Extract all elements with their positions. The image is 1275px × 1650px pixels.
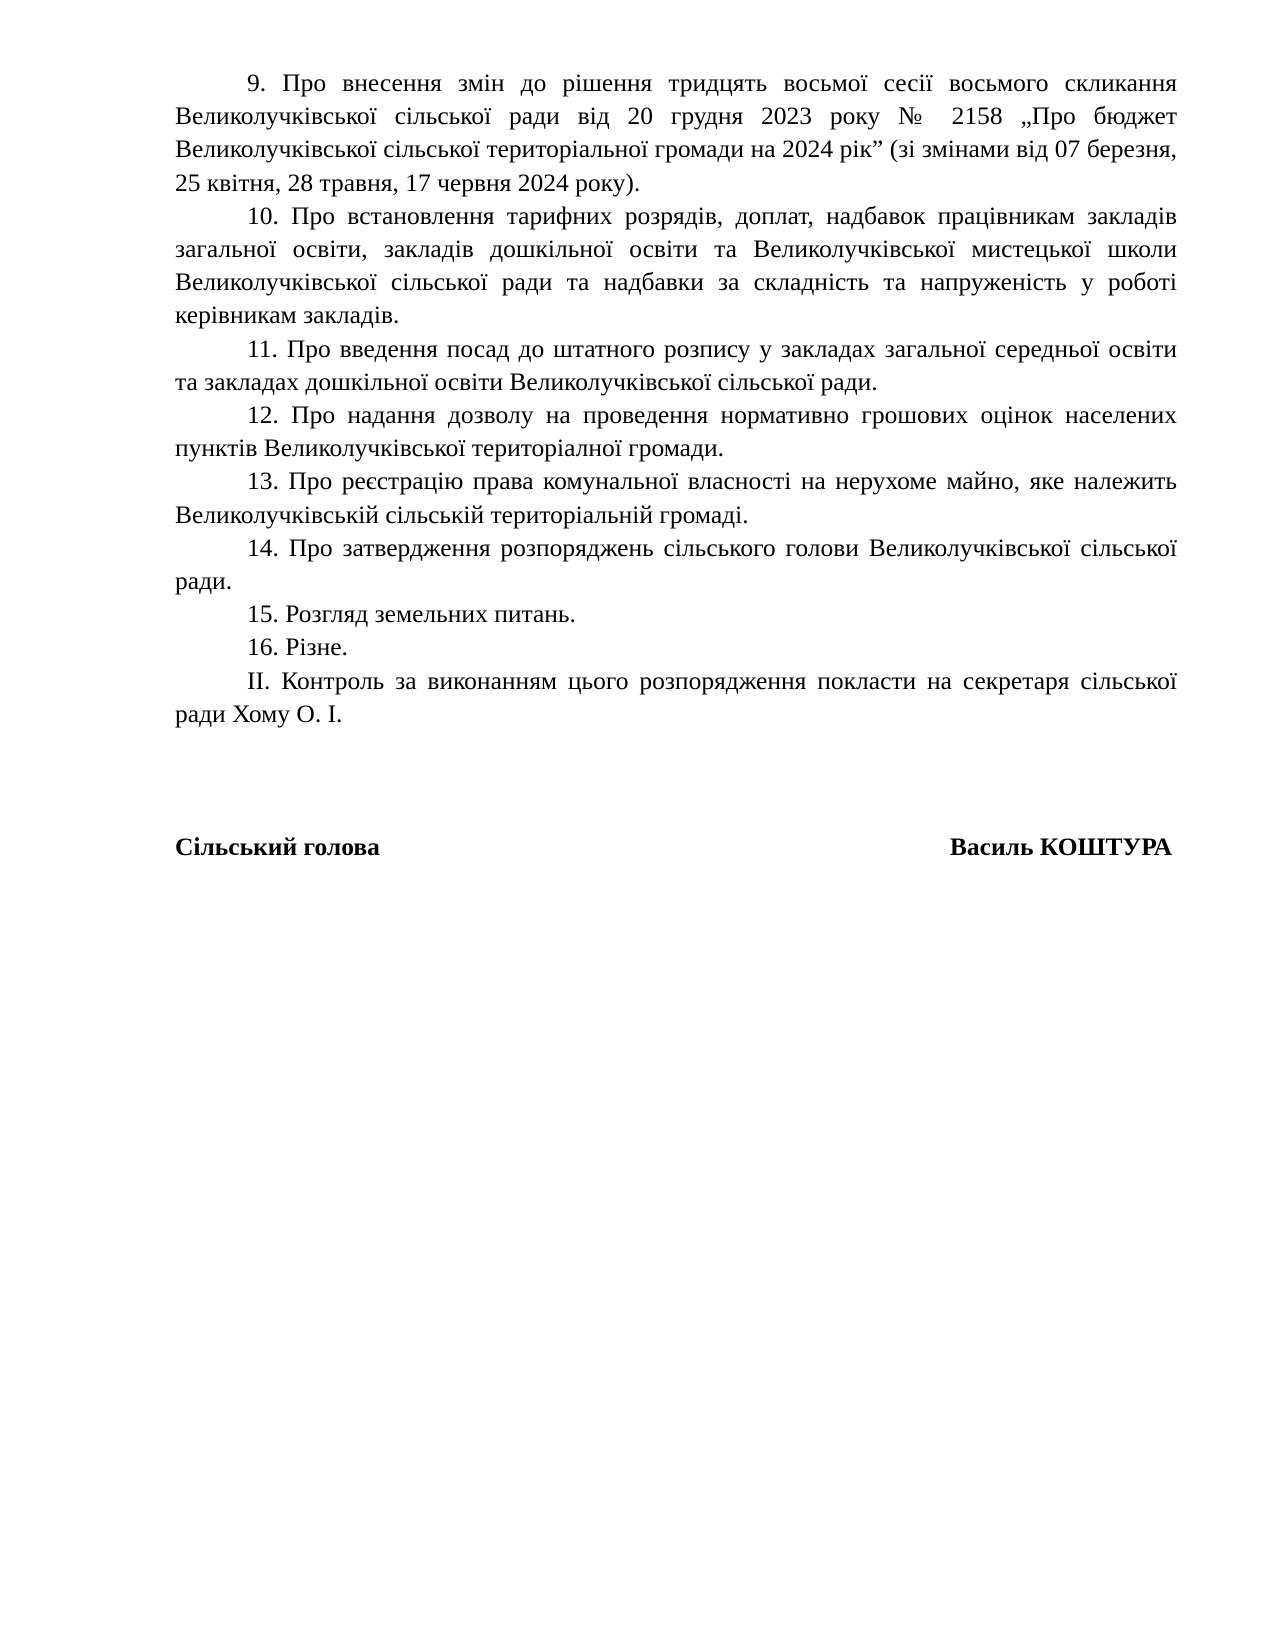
signature-block <box>175 830 1172 863</box>
item-number: 12. <box>247 400 279 430</box>
item-number: 10. <box>247 200 279 230</box>
agenda-item-13 <box>175 464 1177 530</box>
agenda-item-10 <box>175 199 1177 332</box>
item-text: Про надання дозволу на проведення нормативно грошових оцінок населених пунктів Великолучківської територіалної громади. <box>175 400 1178 463</box>
agenda-item-16 <box>175 630 1177 663</box>
signatory-position: Сільський голова <box>175 832 380 861</box>
item-number: 13. <box>247 466 279 496</box>
agenda-item-14 <box>175 531 1177 597</box>
document-body <box>175 66 1177 730</box>
agenda-item-9 <box>175 66 1177 199</box>
item-number: 15. <box>247 599 279 629</box>
item-text: Про встановлення тарифних розрядів, доплат, надбавок працівникам закладів загальної освіти, закладів дошкільної освіти та Великолучківської мистецької школи Великолучківської сільської ради та надбавки за складність та напруженість у роботі керівникам закладів. <box>175 200 1178 330</box>
item-text: Про внесення змін до рішення тридцять восьмої сесії восьмого скликання Великолучківської сільської ради від 20 грудня 2023 року № 2158 „Про бюджет Великолучківської сільської територіальної громади на 2024 рік” (зі змінами від 07 березня, 25 квітня, 28 травня, 17 червня 2024 року). <box>175 68 1177 197</box>
item-text: Про затвердження розпоряджень сільського голови Великолучківської сільської ради. <box>175 532 1177 596</box>
item-number: 16. <box>247 632 279 662</box>
item-number: 9. <box>247 68 267 97</box>
item-text: Розгляд земельних питань. <box>285 599 576 629</box>
control-clause: ІІ. Контроль за виконанням цього розпорядження покласти на секретаря сільської ради Хому О. І. <box>175 665 1177 728</box>
signatory-name: Василь КОШТУРА <box>949 832 1172 861</box>
item-number: 14. <box>247 532 279 562</box>
agenda-item-15 <box>175 597 1177 630</box>
item-text: Різне. <box>285 632 348 662</box>
item-text: Про введення посад до штатного розпису у закладах загальної середньої освіти та закладах дошкільної освіти Великолучківської сільської ради. <box>175 333 1177 396</box>
item-number: 11. <box>247 333 278 363</box>
agenda-item-12 <box>175 398 1177 464</box>
agenda-item-11 <box>175 332 1177 398</box>
item-text: Про реєстрацію права комунальної власності на нерухоме майно, яке належить Великолучківській сільській територіальній громаді. <box>175 466 1178 529</box>
